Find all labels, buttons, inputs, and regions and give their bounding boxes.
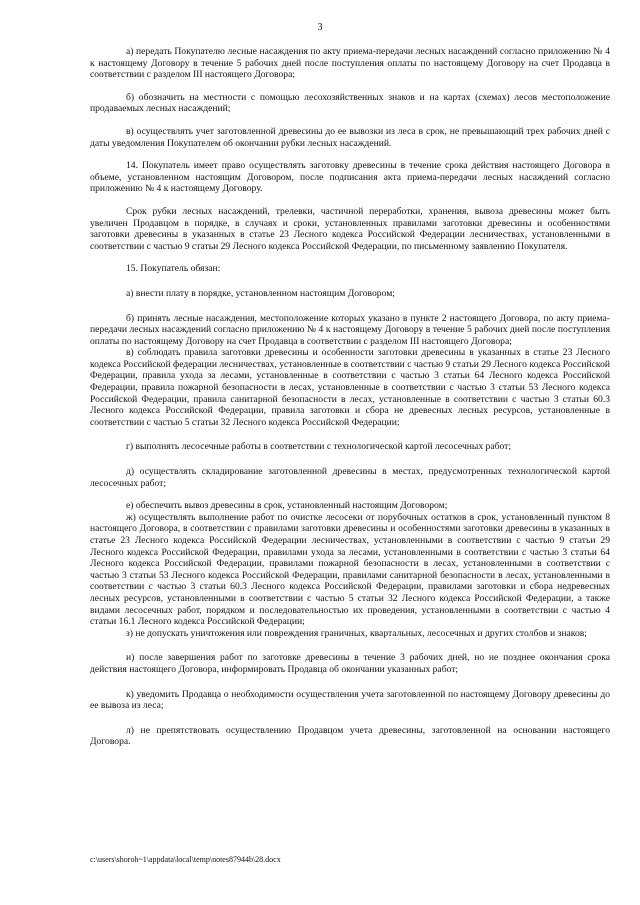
paragraph-15zh: ж) осуществлять выполнение работ по очистке лесосеки от порубочных остатков в срок, установленный пунктом 8 настоящего Договора, в соответствии с правилами заготовки древесины и особенностями заготовки древесины в указанных в статье 23 Лесного кодекса Российской Федерации лесничествах, установленными в соответствии с частью 9 статьи 29 Лесного кодекса Российской Федерации, правилами ухода за лесами, установленными в соответствии с частью 3 статьи 64 Лесного кодекса Российской Федерации, правилами пожарной безопасности в лесах, установленными в соответствии с частью 3 статьи 53 Лесного кодекса Российской Федерации, правилами санитарной безопасности в лесах, установленными в соответствии с частью 3 статьи 60.3 Лесного кодекса Российской Федерации, правилами заготовки и сбора недревесных лесных ресурсов, установленными в соответствии с частью 5 статьи 32 Лесного кодекса Российской Федерации, а также видами лесосечных работ, порядком и последовательностью их проведения, установленными в соответствии с частью 4 статьи 16.1 Лесного кодекса Российской Федерации; xyxy=(90,511,610,628)
page-number: 3 xyxy=(317,22,323,33)
paragraph-15b: б) принять лесные насаждения, местоположение которых указано в пункте 2 настоящего Договора, по акту приема-передачи лесных насаждений согласно приложению № 4 к настоящему Договору в течение 5 рабочих дней после поступления оплаты по настоящему Договору на счет Продавца в соответствии с разделом III настоящего Договора; xyxy=(90,312,610,347)
paragraph-14: 14. Покупатель имеет право осуществлять заготовку древесины в течение срока действия настоящего Договора в объеме, установленном настоящим Договором, после подписания акта приема-передачи лесных насаждений согласно приложению № 4 к настоящему Договору. xyxy=(90,160,610,195)
paragraph-15z: з) не допускать уничтожения или повреждения граничных, квартальных, лесосечных и других столбов и знаков; xyxy=(126,627,587,639)
paragraph-15d: д) осуществлять складирование заготовленной древесины в местах, предусмотренных технологической картой лесосечных работ; xyxy=(90,466,610,489)
document-body xyxy=(90,46,610,748)
paragraph-15l: л) не препятствовать осуществлению Продавцом учета древесины, заготовленной на основании настоящего Договора. xyxy=(90,724,610,748)
paragraph-14-term: Срок рубки лесных насаждений, трелевки, частичной переработки, хранения, вывоза древесины может быть увеличен Продавцом в порядке, в случаях и сроки, установленных правилами заготовки древесины и особенностями заготовки древесины в указанных в статье 23 Лесного кодекса Российской Федерации лесничествах, установленными в соответствии с частью 9 статьи 29 Лесного кодекса Российской Федерации, по письменному заявлению Покупателя. xyxy=(90,205,610,252)
paragraph-15: 15. Покупатель обязан: xyxy=(126,263,221,275)
paragraph-15v: в) соблюдать правила заготовки древесины и особенности заготовки древесины в указанных в статье 23 Лесного кодекса Российской федерации лесничествах, установленные в соответствии с частью 9 статьи 29 Лесного кодекса Российской Федерации, правила ухода за лесами, установленные в соответствии с частью 3 статьи 64 Лесного кодекса Российской Федерации, правила пожарной безопасности в лесах, установленные в соответствии с частью 3 статьи 53 Лесного кодекса Российской Федерации, правила санитарной безопасности в лесах, установленные в соответствии с частью 3 статьи 60.3 Лесного кодекса Российской Федерации, правила заготовки и сбора не древесных лесных ресурсов, установленные в соответствии с частью 5 статьи 32 Лесного кодекса Российской Федерации; xyxy=(90,347,610,428)
paragraph-15e: е) обеспечить вывоз древесины в срок, установленный настоящим Договором; xyxy=(126,500,448,512)
file-path-footer: c:\users\shoroh~1\appdata\local\temp\notes87944b\28.docx xyxy=(90,855,281,864)
paragraph-15a: а) внести плату в порядке, установленном настоящим Договором; xyxy=(126,287,395,299)
paragraph-13a: а) передать Покупателю лесные насаждения по акту приема-передачи лесных насаждений согласно приложению № 4 к настоящему Договору в течение 5 рабочих дней после поступления оплаты по настоящему Договору на счет Продавца в соответствии с разделом III настоящего Договора; xyxy=(90,46,610,81)
paragraph-15i: и) после завершения работ по заготовке древесины в течение 3 рабочих дней, но не позднее окончания срока действия настоящего Договора, информировать Продавца об окончании указанных работ; xyxy=(90,652,610,675)
paragraph-15g: г) выполнять лесосечные работы в соответствии с технологической картой лесосечных работ; xyxy=(126,441,512,453)
paragraph-13b: б) обозначить на местности с помощью лесохозяйственных знаков и на картах (схемах) лесов местоположение продаваемых лесных насаждений; xyxy=(90,91,610,115)
paragraph-13c: в) осуществлять учет заготовленной древесины до ее вывозки из леса в срок, не превышающий трех рабочих дней с даты уведомления Покупателем об окончании рубки лесных насаждений. xyxy=(90,125,610,149)
paragraph-15k: к) уведомить Продавца о необходимости осуществления учета заготовленной по настоящему Договору древесины до ее вывоза из леса; xyxy=(90,688,610,712)
